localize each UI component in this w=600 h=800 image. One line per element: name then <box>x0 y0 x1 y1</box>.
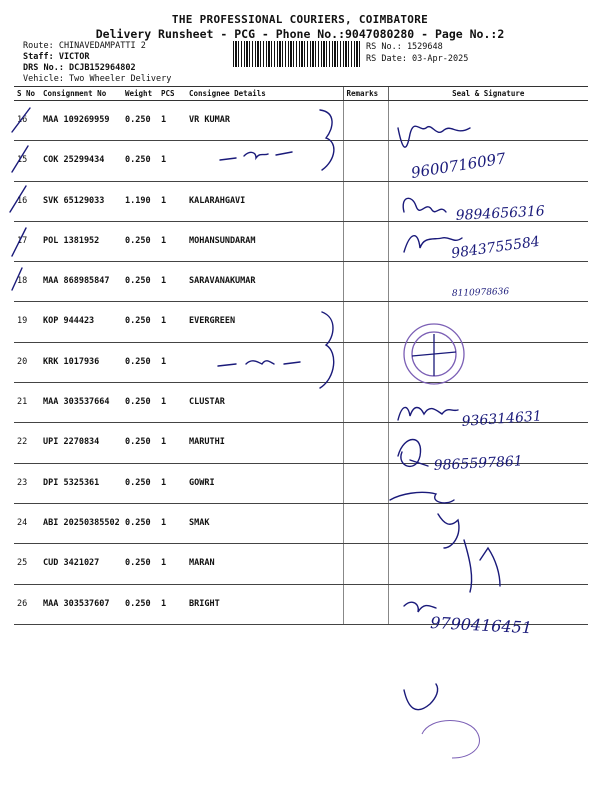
dash-mark <box>220 152 292 160</box>
cell-weight: 0.250 <box>122 302 158 342</box>
cell-pcs: 1 <box>158 181 186 221</box>
cell-consignee: SMAK <box>186 503 343 543</box>
cell-consignment: COK 25299434 <box>40 141 122 181</box>
cell-sno: 20 <box>14 342 40 382</box>
cell-sno: 26 <box>14 584 40 624</box>
cell-consignment: MAA 303537607 <box>40 584 122 624</box>
cell-consignment: CUD 3421027 <box>40 544 122 584</box>
cell-consignment: MAA 303537664 <box>40 383 122 423</box>
cell-consignment: POL 1381952 <box>40 221 122 261</box>
cell-consignment: DPI 5325361 <box>40 463 122 503</box>
cell-pcs: 1 <box>158 503 186 543</box>
cell-consignment: MAA 109269959 <box>40 101 122 141</box>
cell-consignment: MAA 868985847 <box>40 262 122 302</box>
cell-weight: 0.250 <box>122 262 158 302</box>
cell-pcs: 1 <box>158 101 186 141</box>
cell-sno: 18 <box>14 262 40 302</box>
cell-pcs: 1 <box>158 463 186 503</box>
drs-number: DRS No.: DCJB152964802 <box>23 63 136 73</box>
cell-consignment: ABI 20250385502 <box>40 503 122 543</box>
tick-mark <box>12 146 28 172</box>
cell-weight: 0.250 <box>122 584 158 624</box>
tick-mark <box>10 186 26 212</box>
cell-sno: 23 <box>14 463 40 503</box>
signature-mark <box>390 492 454 502</box>
cell-weight: 1.190 <box>122 181 158 221</box>
cell-consignee: EVERGREEN <box>186 302 343 342</box>
cell-consignment: KRK 1017936 <box>40 342 122 382</box>
header-remarks: Remarks <box>343 87 388 101</box>
dash-mark <box>218 361 300 366</box>
cell-consignee: KALARAHGAVI <box>186 181 343 221</box>
signature-mark <box>404 684 438 710</box>
signature-mark <box>438 514 459 548</box>
cell-weight: 0.250 <box>122 503 158 543</box>
handwritten-phone: 9843755584 <box>450 233 541 262</box>
cell-consignee: GOWRI <box>186 463 343 503</box>
cell-pcs: 1 <box>158 342 186 382</box>
cell-sno: 25 <box>14 544 40 584</box>
cell-weight: 0.250 <box>122 101 158 141</box>
handwritten-phone: 9600716097 <box>409 149 507 182</box>
cell-pcs: 1 <box>158 221 186 261</box>
handwritten-phone: 9894656316 <box>455 203 546 224</box>
rs-number: RS No.: 1529648 <box>366 42 443 52</box>
handwritten-phone: 8110978636 <box>451 287 510 299</box>
cell-sno: 16 <box>14 181 40 221</box>
cell-sno: 24 <box>14 503 40 543</box>
runsheet-title: Delivery Runsheet - PCG - Phone No.:9047080280 - Page No.:2 <box>95 27 505 41</box>
cell-pcs: 1 <box>158 544 186 584</box>
cell-weight: 0.250 <box>122 141 158 181</box>
cell-consignee: VR KUMAR <box>186 101 343 141</box>
staff-text: Staff: VICTOR <box>23 52 90 62</box>
cell-weight: 0.250 <box>122 383 158 423</box>
cell-pcs: 1 <box>158 302 186 342</box>
header-sno: S No <box>14 87 40 101</box>
cell-pcs: 1 <box>158 584 186 624</box>
handwritten-phone: 9790416451 <box>429 613 533 638</box>
signature-mark <box>398 407 458 420</box>
cell-pcs: 1 <box>158 383 186 423</box>
cell-consignment: SVK 65129033 <box>40 181 122 221</box>
cell-weight: 0.250 <box>122 342 158 382</box>
header-seal: Seal & Signature <box>388 87 588 101</box>
cell-consignee: MOHANSUNDARAM <box>186 221 343 261</box>
cell-sno: 16 <box>14 101 40 141</box>
cell-weight: 0.250 <box>122 221 158 261</box>
cell-consignment: KOP 944423 <box>40 302 122 342</box>
cell-pcs: 1 <box>158 262 186 302</box>
brace-mark <box>320 312 334 388</box>
company-title: THE PROFESSIONAL COURIERS, COIMBATORE <box>171 13 429 26</box>
cell-consignee: CLUSTAR <box>186 383 343 423</box>
vehicle-text: Vehicle: Two Wheeler Delivery <box>23 74 172 84</box>
cell-sno: 22 <box>14 423 40 463</box>
handwritten-phone: 9865597861 <box>433 453 524 474</box>
route-text: Route: CHINAVEDAMPATTI 2 <box>23 41 146 51</box>
cell-sno: 17 <box>14 221 40 261</box>
cell-weight: 0.250 <box>122 463 158 503</box>
cell-consignee: MARUTHI <box>186 423 343 463</box>
cell-sno: 19 <box>14 302 40 342</box>
tick-mark <box>12 108 30 132</box>
cell-consignment: UPI 2270834 <box>40 423 122 463</box>
cell-consignee: SARAVANAKUMAR <box>186 262 343 302</box>
header-consignment: Consignment No <box>40 87 122 101</box>
header-weight: Weight <box>122 87 158 101</box>
signature-mark <box>403 198 446 212</box>
faint-stamp <box>422 721 479 759</box>
signature-mark <box>398 440 428 467</box>
rs-date: RS Date: 03-Apr-2025 <box>366 54 469 64</box>
header-consignee: Consignee Details <box>186 87 343 101</box>
signature-mark <box>404 602 436 612</box>
header-pcs: PCS <box>158 87 186 101</box>
cell-weight: 0.250 <box>122 423 158 463</box>
stamp-seal <box>404 324 464 384</box>
cell-weight: 0.250 <box>122 544 158 584</box>
tick-mark <box>12 228 26 256</box>
brace-mark <box>320 110 334 170</box>
cell-consignee: BRIGHT <box>186 584 343 624</box>
signature-mark <box>464 540 500 592</box>
cell-pcs: 1 <box>158 423 186 463</box>
tick-mark <box>12 268 22 290</box>
signature-mark <box>398 126 470 147</box>
cell-sno: 15 <box>14 141 40 181</box>
handwritten-phone: 936314631 <box>461 408 543 430</box>
cell-pcs: 1 <box>158 141 186 181</box>
cell-consignee: MARAN <box>186 544 343 584</box>
cell-sno: 21 <box>14 383 40 423</box>
